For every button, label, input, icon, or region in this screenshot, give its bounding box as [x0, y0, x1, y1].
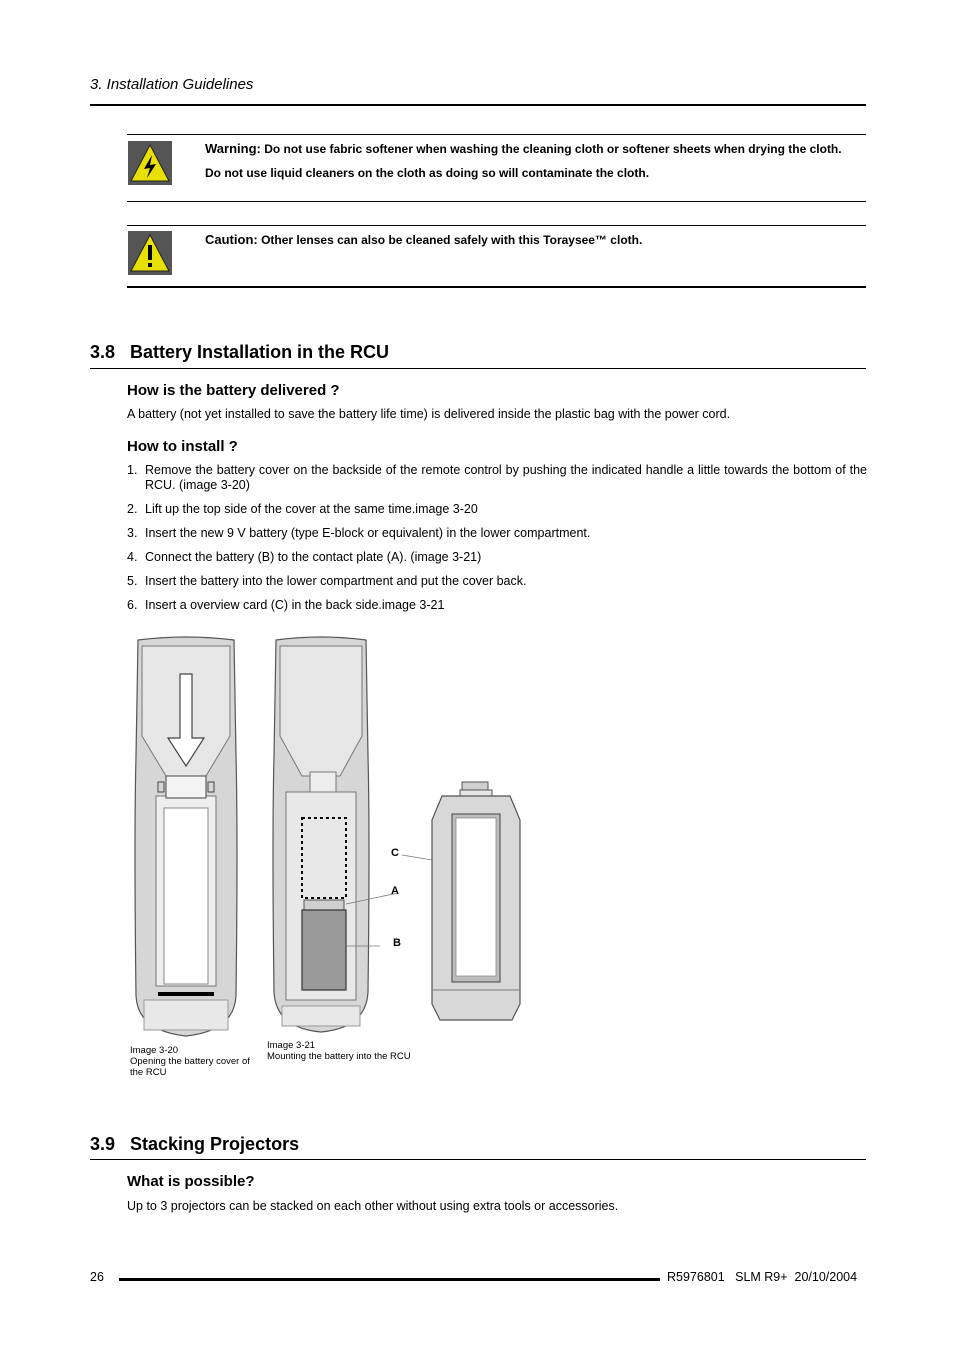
caution-top-rule — [127, 225, 866, 226]
callout-b: B — [393, 937, 401, 949]
step-text: Insert the battery into the lower compartment and put the cover back. — [145, 574, 527, 588]
step-number: 1. — [127, 463, 138, 477]
page-number: 26 — [90, 1270, 104, 1284]
callout-a: A — [391, 885, 399, 897]
rcu-battery-illustration — [268, 636, 374, 1034]
step-number: 3. — [127, 526, 138, 540]
battery-delivered-paragraph: A battery (not yet installed to save the battery life time) is delivered inside the plastic bag with the power cord. — [127, 407, 731, 421]
warning-top-rule — [127, 134, 866, 135]
image-3-21-caption — [267, 1040, 427, 1062]
document-reference: R5976801 SLM R9+ 20/10/2004 — [667, 1270, 858, 1284]
subheading-what-is-possible: What is possible? — [127, 1173, 255, 1190]
footer-rule — [119, 1278, 660, 1281]
warning-text-1: Do not use fabric softener when washing the cleaning cloth or softener sheets when drying the cloth. — [264, 142, 842, 156]
step-number: 2. — [127, 502, 138, 516]
image-3-21-description: Mounting the battery into the RCU — [267, 1051, 411, 1062]
section-3-8-title: 3.8 Battery Installation in the RCU — [90, 342, 390, 362]
caution-bottom-rule — [127, 286, 866, 288]
step-text: Remove the battery cover on the backside of the remote control by pushing the indicated handle a little towards the bottom of the RCU. (image 3-20) — [145, 463, 867, 492]
section-3-9-rule — [90, 1159, 866, 1160]
callout-c: C — [391, 847, 399, 859]
caution-text — [205, 232, 866, 257]
warning-text — [205, 141, 866, 190]
list-item — [127, 550, 867, 565]
warning-bottom-rule — [127, 201, 866, 202]
header-rule — [90, 104, 866, 106]
section-3-8-rule — [90, 368, 866, 369]
running-header: 3. Installation Guidelines — [90, 76, 254, 93]
rcu-opening-illustration — [130, 636, 242, 1040]
image-3-20-label: Image 3-20 — [130, 1045, 179, 1056]
list-item — [127, 502, 867, 517]
install-steps-list — [127, 463, 867, 622]
step-number: 4. — [127, 550, 138, 564]
list-item — [127, 598, 867, 613]
section-3-9-title: 3.9 Stacking Projectors — [90, 1134, 300, 1154]
image-3-21-label: Image 3-21 — [267, 1040, 316, 1051]
battery-cover-illustration — [430, 780, 522, 1024]
step-text: Connect the battery (B) to the contact plate (A). (image 3-21) — [145, 550, 482, 564]
image-3-20-description: Opening the battery cover of the RCU — [130, 1056, 250, 1078]
lightning-warning-icon — [128, 141, 172, 185]
list-item — [127, 463, 867, 493]
step-number: 5. — [127, 574, 138, 588]
subheading-how-to-install: How to install ? — [127, 438, 238, 455]
caution-label: Caution: — [205, 232, 258, 247]
step-text: Insert a overview card (C) in the back side.image 3-21 — [145, 598, 445, 612]
list-item — [127, 526, 867, 541]
step-number: 6. — [127, 598, 138, 612]
list-item — [127, 574, 867, 589]
step-text: Lift up the top side of the cover at the same time.image 3-20 — [145, 502, 478, 516]
subheading-battery-delivered: How is the battery delivered ? — [127, 382, 340, 399]
exclamation-caution-icon — [128, 231, 172, 275]
warning-label: Warning: — [205, 141, 261, 156]
warning-text-2: Do not use liquid cleaners on the cloth as doing so will contaminate the cloth. — [205, 166, 650, 180]
caution-body: Other lenses can also be cleaned safely with this Toraysee™ cloth. — [261, 233, 643, 247]
image-3-20-caption — [130, 1045, 260, 1078]
stacking-paragraph: Up to 3 projectors can be stacked on each other without using extra tools or accessories. — [127, 1199, 619, 1213]
step-text: Insert the new 9 V battery (type E-block or equivalent) in the lower compartment. — [145, 526, 591, 540]
